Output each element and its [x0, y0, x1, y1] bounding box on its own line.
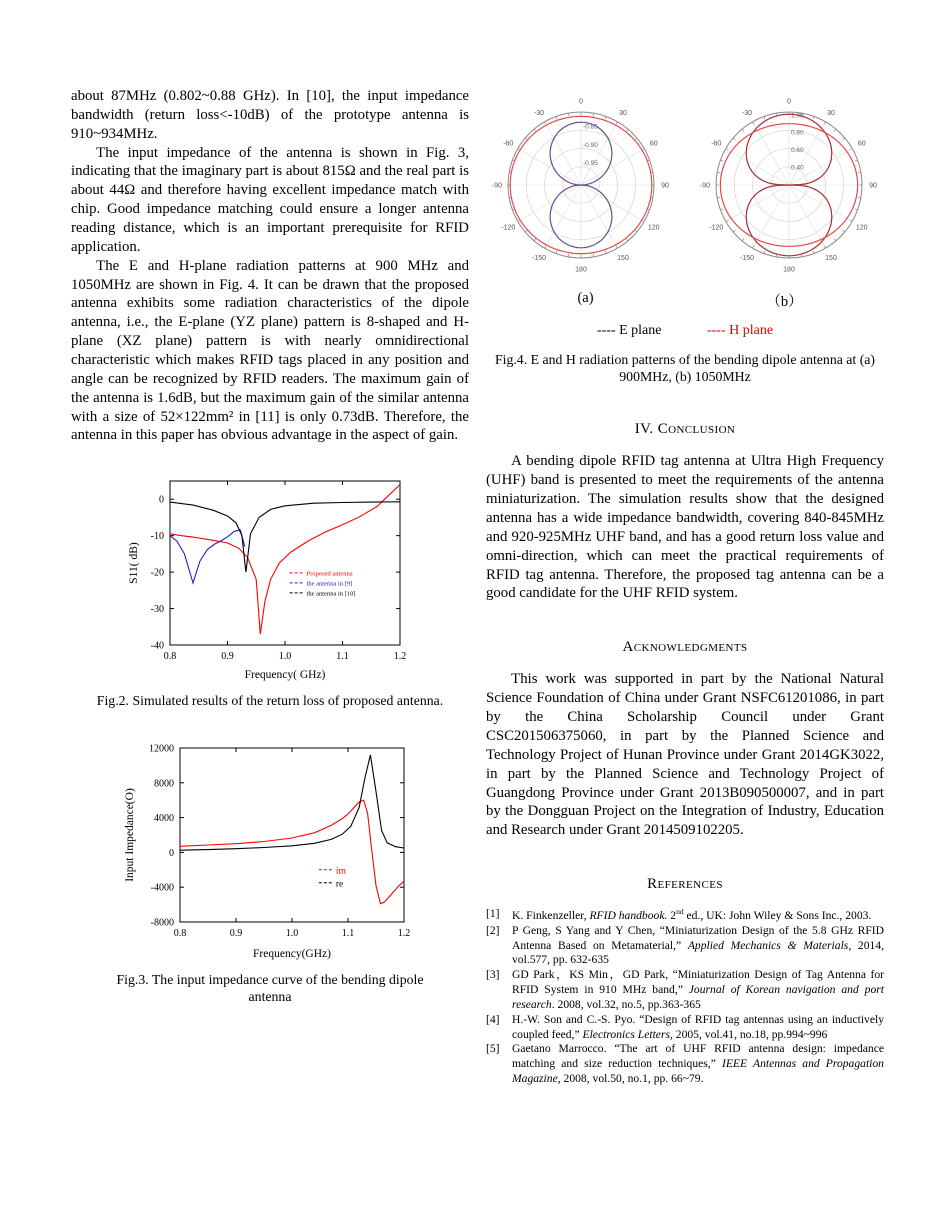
fig4-caption: Fig.4. E and H radiation patterns of the bending dipole antenna at (a) 900MHz, (b) 1050MHz [494, 352, 876, 385]
svg-text:0: 0 [787, 98, 791, 106]
reference-number: [3] [486, 968, 500, 982]
svg-text:1.00: 1.00 [791, 112, 804, 120]
acknowledgments-body: This work was supported in part by the National Natural Science Foundation of China under Grant NSFC61201086, in part by the China Scholarship Council under Grant CSC201506375060, in part by the Planned Science and Technology Project of Hunan Province under Grant 2014GK3022, in part by the Planned Science and Technology Project of Guangdong Province under Grant 2013B090500007, and in part by the Dongguan Project on the Integration of Industry, Education and Research under Grant 2014509102205. [486, 671, 884, 839]
svg-text:30: 30 [827, 109, 835, 117]
figure-2 [71, 469, 469, 709]
paragraph-impedance: The input impedance of the antenna is shown in Fig. 3, indicating that the imaginary part is about 815Ω and the real part is about 44Ω and therefore having excellent impedance match with chip. Good impedance matching could ensure a longer antenna reading distance, which is an important prerequisite for RFID application. [71, 144, 469, 255]
svg-text:1.1: 1.1 [336, 651, 349, 663]
fig2-svg [124, 469, 416, 685]
svg-text:120: 120 [855, 224, 868, 232]
acknowledgments-heading: Acknowledgments [622, 639, 748, 656]
svg-text:0.80: 0.80 [791, 129, 804, 137]
conclusion-body: A bending dipole RFID tag antenna at Ultra High Frequency (UHF) band is presented to meet the requirements of the antenna miniaturization. The simulation results show that the designed antenna has a wide impedance bandwidth, covering 840-845MHz and 920-925MHz UHF band, and has a good return loss value and omni-direction, which can meet the practical requirements of RFID tag antenna. Therefore, the proposed tag antenna can be a good candidate for the UHF RFID system. [486, 453, 884, 602]
fig3-svg [120, 738, 420, 964]
reference-item [486, 1013, 884, 1043]
svg-text:12000: 12000 [149, 743, 174, 755]
svg-text:-60: -60 [711, 140, 722, 148]
right-column [486, 87, 884, 1087]
fig3-impedance-chart [71, 738, 469, 964]
svg-text:1.0: 1.0 [285, 927, 299, 939]
svg-text:Frequency( GHz): Frequency( GHz) [244, 669, 326, 682]
reference-item [486, 924, 884, 968]
figure-4 [486, 87, 884, 385]
svg-text:-60: -60 [503, 140, 514, 148]
fig4a-svg [483, 87, 679, 283]
svg-text:120: 120 [647, 224, 660, 232]
reference-list [486, 907, 884, 1087]
svg-text:-120: -120 [501, 224, 516, 232]
fig2-return-loss-chart [71, 469, 469, 685]
svg-text:-20: -20 [150, 567, 164, 579]
svg-text:8000: 8000 [154, 777, 174, 789]
figure-3 [71, 738, 469, 1005]
svg-text:150: 150 [617, 255, 629, 263]
reference-number: [5] [486, 1042, 500, 1056]
svg-text:0.40: 0.40 [791, 164, 804, 172]
paragraph-radiation: The E and H-plane radiation patterns at 900 MHz and 1050MHz are shown in Fig. 4. It can be drawn that the proposed antenna exhibits some radiation characteristics of the dipole antenna, i.e., the E-plane (YZ plane) pattern is 8-shaped and H-plane (XZ plane) pattern is with nearly omnidirectional characteristic which makes RFID tags placed in any position and angle can be recognized by RFID readers. The maximum gain of the antenna is 1.6dB, but the maximum gain of the similar antenna with a size of 52×122mm² in [11] is only 0.73dB. Therefore, the antenna in this paper has obvious advantage in the aspect of gain. [71, 257, 469, 444]
svg-text:the antenna in [10]: the antenna in [10] [306, 590, 356, 598]
svg-text:-0.85: -0.85 [583, 123, 598, 131]
svg-text:4000: 4000 [154, 812, 174, 824]
references-heading: References [647, 876, 723, 893]
svg-text:-4000: -4000 [150, 882, 174, 894]
reference-item [486, 907, 884, 924]
svg-text:-10: -10 [150, 531, 164, 543]
svg-text:-120: -120 [709, 224, 724, 232]
svg-text:Proposed antenna: Proposed antenna [306, 570, 353, 578]
reference-text: K. Finkenzeller, RFID handbook. 2nd ed., UK: John Wiley & Sons Inc., 2003. [512, 907, 872, 922]
svg-text:0: 0 [169, 847, 174, 859]
reference-item [486, 968, 884, 1012]
reference-text: Gaetano Marrocco. “The art of UHF RFID antenna design: impedance matching and size reduction techniques,” IEEE Antennas and Propagation Magazine, 2008, vol.50, no.1, pp. 66~79. [512, 1042, 884, 1086]
fig4-polar-row [486, 87, 884, 288]
svg-text:-150: -150 [531, 255, 547, 263]
series-the-antenna-in-9 [170, 530, 245, 583]
paragraph-bandwidth: about 87MHz (0.802~0.88 GHz). In [10], the input impedance bandwidth (return loss<-10dB) of the prototype antenna is 910~934MHz. [71, 88, 469, 142]
fig3-caption: Fig.3. The input impedance curve of the bending dipole antenna [116, 971, 424, 1004]
svg-text:0.8: 0.8 [173, 927, 187, 939]
svg-text:1.0: 1.0 [278, 651, 292, 663]
svg-text:-40: -40 [150, 640, 164, 652]
svg-text:-0.95: -0.95 [583, 160, 598, 168]
conclusion-heading: IV. Conclusion [634, 421, 736, 438]
svg-text:60: 60 [649, 140, 658, 148]
svg-text:-30: -30 [533, 109, 545, 117]
svg-text:im: im [335, 865, 346, 876]
svg-text:1.1: 1.1 [341, 927, 355, 939]
legend-e-plane: ---- E plane [596, 323, 662, 338]
svg-text:150: 150 [825, 255, 837, 263]
svg-text:30: 30 [619, 109, 627, 117]
reference-number: [2] [486, 923, 500, 937]
reference-number: [1] [486, 907, 500, 921]
svg-text:60: 60 [857, 140, 866, 148]
svg-text:re: re [335, 878, 344, 889]
svg-text:180: 180 [575, 266, 587, 274]
svg-text:Input Impedance(O): Input Impedance(O) [124, 787, 136, 882]
fig4a-label: (a) [577, 290, 594, 306]
series-proposed-antenna [170, 485, 400, 634]
svg-text:90: 90 [869, 182, 877, 190]
svg-text:-90: -90 [491, 182, 503, 190]
svg-text:S11( dB): S11( dB) [128, 542, 140, 585]
svg-text:-150: -150 [739, 255, 755, 263]
fig4b-polar-1050mhz [691, 87, 887, 288]
svg-text:-8000: -8000 [150, 917, 174, 929]
svg-text:0.60: 0.60 [791, 146, 804, 154]
svg-text:0: 0 [159, 495, 164, 507]
fig4-sub-labels [486, 290, 884, 311]
left-column [71, 87, 469, 1005]
reference-text: P Geng, S Yang and Y Chen, “Miniaturization Design of the 5.8 GHz RFID Antenna Based on Metamaterial,” Applied Mechanics & Materials, 2014, vol.577, pp. 632-635 [512, 923, 884, 967]
reference-number: [4] [486, 1012, 500, 1026]
svg-text:Frequency(GHz): Frequency(GHz) [253, 947, 331, 960]
svg-text:-30: -30 [741, 109, 753, 117]
fig4b-label: （b） [766, 294, 803, 310]
reference-text: H.-W. Son and C.-S. Pyo. “Design of RFID tag antennas using an inductively coupled feed,” Electronics Letters, 2005, vol.41, no.18, pp.994~996 [512, 1012, 884, 1041]
svg-text:90: 90 [661, 182, 669, 190]
svg-text:0.8: 0.8 [163, 651, 177, 663]
fig4-legend [486, 323, 884, 339]
series-im [180, 800, 404, 904]
fig4b-svg [691, 87, 887, 283]
svg-text:180: 180 [783, 266, 795, 274]
fig2-caption: Fig.2. Simulated results of the return loss of proposed antenna. [96, 693, 444, 709]
svg-text:0: 0 [579, 98, 583, 106]
svg-text:-30: -30 [150, 604, 164, 616]
svg-text:-0.90: -0.90 [583, 141, 598, 149]
svg-text:the antenna in [9]: the antenna in [9] [306, 580, 353, 588]
svg-text:0.9: 0.9 [221, 651, 234, 663]
svg-text:1.2: 1.2 [393, 651, 407, 663]
svg-text:-90: -90 [699, 182, 711, 190]
svg-text:1.2: 1.2 [397, 927, 411, 939]
reference-item [486, 1042, 884, 1086]
fig4a-polar-900mhz [483, 87, 679, 288]
reference-text: GD Park，KS Min，GD Park, “Miniaturization Design of Tag Antenna for RFID System in 910 MHz band,” Journal of Korean navigation and port research. 2008, vol.32, no.5, pp.363-365 [512, 968, 884, 1011]
svg-text:0.9: 0.9 [229, 927, 243, 939]
series-the-antenna-in-10 [170, 502, 400, 572]
legend-h-plane: ---- H plane [706, 323, 774, 338]
